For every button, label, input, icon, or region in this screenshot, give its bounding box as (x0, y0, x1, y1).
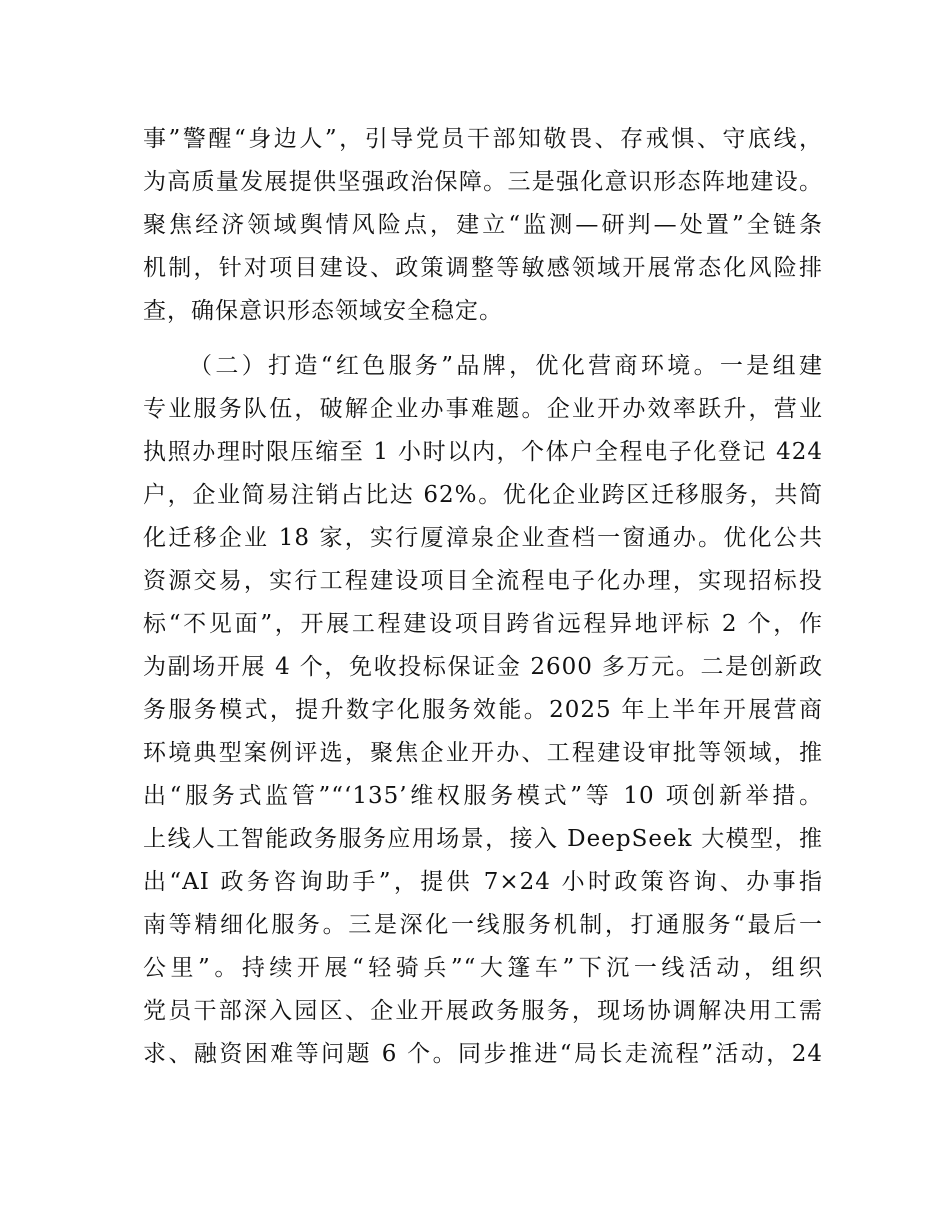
text-line-heading: （二）打造“红色服务”品牌，优化营商环境。一是组建 (189, 353, 823, 379)
text-line: 资源交易，实行工程建设项目全流程电子化办理，实现招标投 (143, 568, 823, 594)
text-line: 党员干部深入园区、企业开展政务服务，现场协调解决用工需 (143, 998, 823, 1024)
text-line: 出“服务式监管”“‘135’维权服务模式”等 10 项创新举措。 (143, 783, 823, 809)
text-line: 户，企业简易注销占比达 62%。优化企业跨区迁移服务，共简 (143, 482, 823, 508)
text-line: 公里”。持续开展“轻骑兵”“大篷车”下沉一线活动，组织 (143, 955, 823, 981)
text-line: 专业服务队伍，破解企业办事难题。企业开办效率跃升，营业 (143, 396, 823, 422)
text-line: 为副场开展 4 个，免收投标保证金 2600 多万元。二是创新政 (143, 654, 823, 680)
text-line: 求、融资困难等问题 6 个。同步推进“局长走流程”活动，24 (143, 1041, 823, 1067)
text-line: 为高质量发展提供坚强政治保障。三是强化意识形态阵地建设。 (143, 169, 823, 195)
text-line: 执照办理时限压缩至 1 小时以内，个体户全程电子化登记 424 (143, 439, 823, 465)
paragraph-1 (143, 118, 823, 333)
paragraph-2 (143, 345, 823, 1076)
text-line: 出“AI 政务咨询助手”，提供 7×24 小时政策咨询、办事指 (143, 869, 823, 895)
text-line: 南等精细化服务。三是深化一线服务机制，打通服务“最后一 (143, 912, 823, 938)
text-line: 查，确保意识形态领域安全稳定。 (143, 298, 503, 324)
text-line: 事”警醒“身边人”，引导党员干部知敬畏、存戒惧、守底线， (143, 126, 823, 152)
text-line: 标“不见面”，开展工程建设项目跨省远程异地评标 2 个，作 (143, 611, 823, 637)
text-line: 化迁移企业 18 家，实行厦漳泉企业查档一窗通办。优化公共 (143, 525, 823, 551)
text-line: 上线人工智能政务服务应用场景，接入 DeepSeek 大模型，推 (143, 826, 823, 852)
text-line: 务服务模式，提升数字化服务效能。2025 年上半年开展营商 (143, 697, 823, 723)
text-line: 机制，针对项目建设、政策调整等敏感领域开展常态化风险排 (143, 255, 823, 281)
text-line: 环境典型案例评选，聚焦企业开办、工程建设审批等领域，推 (143, 740, 823, 766)
text-line: 聚焦经济领域舆情风险点，建立“监测—研判—处置”全链条 (143, 212, 823, 238)
